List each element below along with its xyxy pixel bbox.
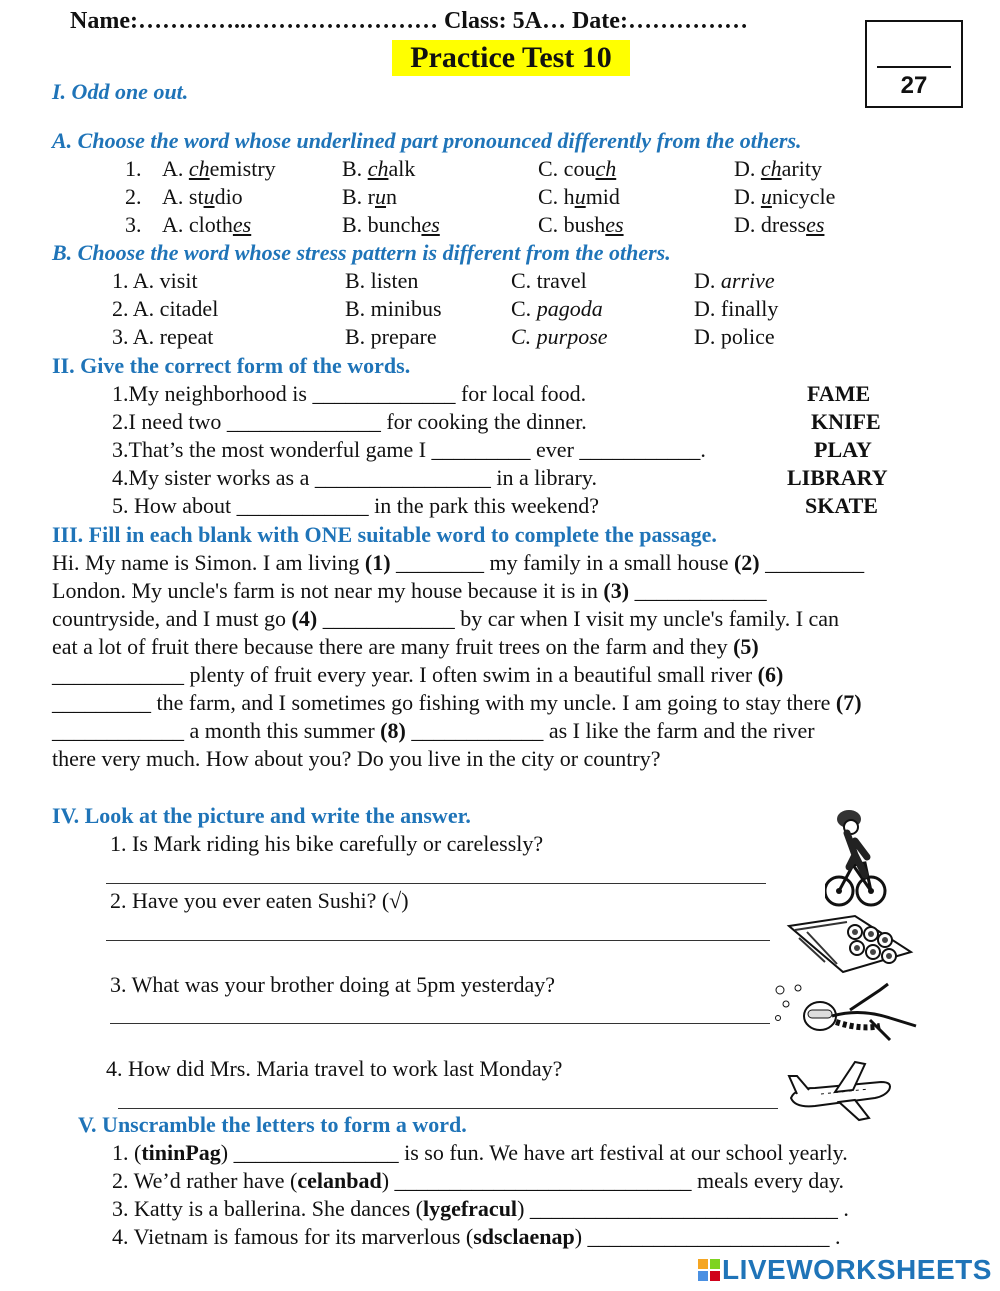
underlined-part: ch xyxy=(760,156,782,181)
wordform-sentence: 3.That’s the most wonderful game I _________ ever ___________. xyxy=(112,437,706,462)
underlined-part: es xyxy=(806,212,825,237)
wordform-root-word: KNIFE xyxy=(811,409,881,434)
partA-option-d: D. charity xyxy=(734,156,822,181)
partB-option-c: C. travel xyxy=(511,268,587,293)
score-divider xyxy=(877,66,951,68)
partA-option-b: B. bunches xyxy=(342,212,440,237)
wordform-sentence: 1.My neighborhood is _____________ for local food. xyxy=(112,381,587,406)
liveworksheets-logo xyxy=(698,1254,992,1284)
logo-text: LIVEWORKSHEETS xyxy=(722,1254,992,1285)
section-1b-heading: B. Choose the word whose stress pattern is different from the others. xyxy=(52,240,671,265)
section-3-heading: III. Fill in each blank with ONE suitable word to complete the passage. xyxy=(52,522,717,547)
scrambled-word: lygefracul xyxy=(422,1196,518,1221)
scrambled-word: celanbad xyxy=(297,1168,382,1193)
passage-line-6: _________ the farm, and I sometimes go fishing with my uncle. I am going to stay there (7) xyxy=(52,690,862,715)
underlined-part: u xyxy=(760,184,772,209)
partA-option-c: C. couch xyxy=(538,156,617,181)
partB-option-d: D. finally xyxy=(694,296,779,321)
wordform-sentence: 5. How about ____________ in the park this weekend? xyxy=(112,493,599,518)
answer-line-1[interactable] xyxy=(106,883,766,884)
unscramble-item: 3. Katty is a ballerina. She dances (lygefracul) ____________________________ . xyxy=(112,1196,849,1221)
partB-option-b: B. listen xyxy=(345,268,419,293)
section-5-heading: V. Unscramble the letters to form a word. xyxy=(78,1112,467,1137)
score-box xyxy=(865,20,963,108)
underlined-part: es xyxy=(232,212,252,237)
partB-option-c: C. pagoda xyxy=(511,296,603,321)
underlined-part: u xyxy=(375,184,386,209)
passage-line-3: countryside, and I must go (4) ____________ by car when I visit my uncle's family. I can xyxy=(52,606,840,631)
partA-option-d: D. dresses xyxy=(734,212,825,237)
scrambled-word: sdsclaenap xyxy=(473,1224,575,1249)
partA-option-c: C. humid xyxy=(538,184,620,209)
unscramble-item: 2. We’d rather have (celanbad) ___________________________ meals every day. xyxy=(112,1168,845,1193)
header-name-class-date: Name:…………..…………………… Class: 5A… Date:…………… xyxy=(70,8,748,34)
question-3: 3. What was your brother doing at 5pm yesterday? xyxy=(110,972,555,997)
question-4: 4. How did Mrs. Maria travel to work last Monday? xyxy=(106,1056,563,1081)
underlined-part: ch xyxy=(367,156,389,181)
section-2-heading: II. Give the correct form of the words. xyxy=(52,353,411,378)
passage-line-1: Hi. My name is Simon. I am living (1) ________ my family in a small house (2) _________ xyxy=(52,550,865,575)
answer-line-2[interactable] xyxy=(106,940,770,941)
underlined-part: u xyxy=(574,184,586,209)
passage-line-8: there very much. How about you? Do you live in the city or country? xyxy=(52,746,661,771)
wordform-sentence: 2.I need two ______________ for cooking the dinner. xyxy=(112,409,587,434)
partB-option-d: D. arrive xyxy=(694,268,775,293)
unscramble-item: 4. Vietnam is famous for its marverlous (sdsclaenap) ______________________ . xyxy=(112,1224,841,1249)
partA-option-b: B. chalk xyxy=(342,156,416,181)
swimmer-icon xyxy=(770,980,920,1052)
partA-number: 2. xyxy=(125,184,142,209)
passage-line-4: eat a lot of fruit there because there are many fruit trees on the farm and they (5) xyxy=(52,634,759,659)
unscramble-item: 1. (tininPag) _______________ is so fun. We have art festival at our school yearly. xyxy=(112,1140,848,1165)
underlined-part: es xyxy=(605,212,624,237)
partA-option-a: A. chemistry xyxy=(162,156,276,181)
underlined-part: u xyxy=(203,184,215,209)
passage-line-2: London. My uncle's farm is not near my house because it is in (3) ____________ xyxy=(52,578,767,603)
section-1a-heading: A. Choose the word whose underlined part pronounced differently from the others. xyxy=(52,128,802,153)
partB-option-d: D. police xyxy=(694,324,775,349)
question-1: 1. Is Mark riding his bike carefully or carelessly? xyxy=(110,831,544,856)
underlined-part: ch xyxy=(188,156,210,181)
underlined-part: es xyxy=(421,212,440,237)
partA-option-b: B. run xyxy=(342,184,397,209)
partB-option-a: 3. A. repeat xyxy=(112,324,214,349)
answer-line-3[interactable] xyxy=(110,1023,770,1024)
cyclist-icon xyxy=(825,805,887,910)
question-2: 2. Have you ever eaten Sushi? (√) xyxy=(110,888,409,913)
underlined-part: ch xyxy=(595,156,617,181)
partB-option-c: C. purpose xyxy=(511,324,608,349)
passage-line-5: ____________ plenty of fruit every year. I often swim in a beautiful small river (6) xyxy=(52,662,784,687)
answer-line-4[interactable] xyxy=(118,1108,778,1109)
partA-option-a: A. clothes xyxy=(162,212,252,237)
section-4-heading: IV. Look at the picture and write the answer. xyxy=(52,803,471,828)
partB-option-a: 2. A. citadel xyxy=(112,296,219,321)
partA-option-d: D. unicycle xyxy=(734,184,836,209)
score-total: 27 xyxy=(900,72,928,99)
partA-number: 1. xyxy=(125,156,142,181)
page-title: Practice Test 10 xyxy=(392,40,630,76)
wordform-root-word: FAME xyxy=(807,381,871,406)
sushi-icon xyxy=(785,912,915,976)
partA-option-a: A. studio xyxy=(162,184,243,209)
airplane-icon xyxy=(785,1058,895,1124)
section-1-heading: I. Odd one out. xyxy=(52,79,189,104)
passage-line-7: ____________ a month this summer (8) ____________ as I like the farm and the river xyxy=(52,718,815,743)
partB-option-a: 1. A. visit xyxy=(112,268,198,293)
scrambled-word: tininPag xyxy=(141,1140,221,1165)
wordform-sentence: 4.My sister works as a ________________ in a library. xyxy=(112,465,597,490)
partA-option-c: C. bushes xyxy=(538,212,624,237)
partB-option-b: B. minibus xyxy=(345,296,442,321)
wordform-root-word: SKATE xyxy=(805,493,878,518)
wordform-root-word: PLAY xyxy=(814,437,872,462)
partA-number: 3. xyxy=(125,212,142,237)
partB-option-b: B. prepare xyxy=(345,324,437,349)
wordform-root-word: LIBRARY xyxy=(787,465,888,490)
logo-icon xyxy=(698,1259,720,1281)
